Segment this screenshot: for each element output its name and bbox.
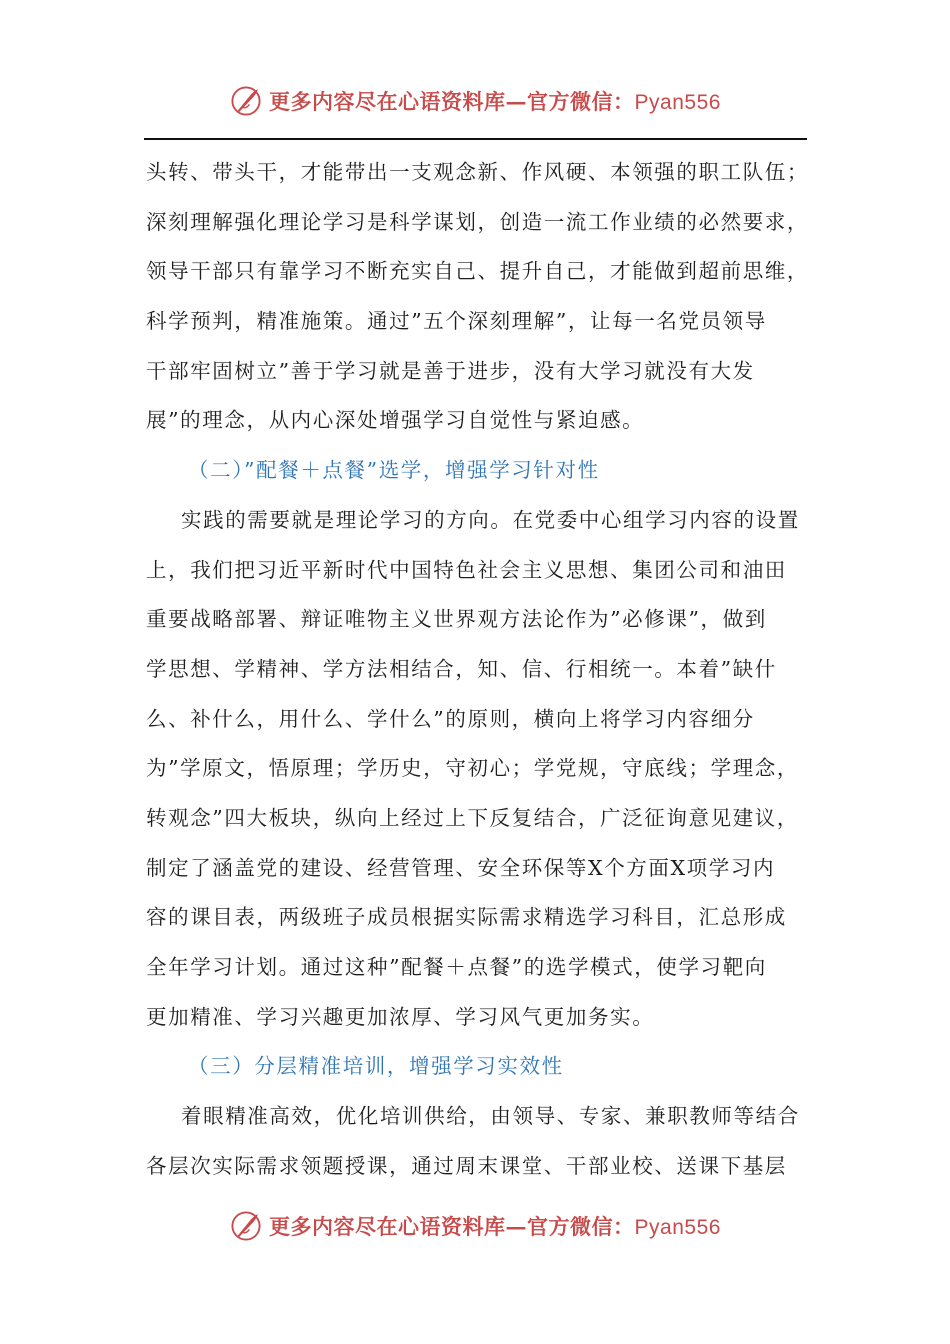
footer-banner-en: Pyan556: [634, 1216, 721, 1239]
text-line: 学思想、学精神、学方法相结合，知、信、行相统一。本着”缺什: [146, 656, 777, 681]
section-heading: （三）分层精准培训，增强学习实效性: [188, 1054, 564, 1079]
text-line: 更加精准、学习兴趣更加浓厚、学习风气更加务实。: [146, 1004, 655, 1029]
quill-logo-icon: [229, 1209, 263, 1243]
footer-banner: [0, 1209, 950, 1243]
text-line: 领导干部只有靠学习不断充实自己、提升自己，才能做到超前思维，: [146, 259, 809, 284]
header-banner-cn: 更多内容尽在心语资料库—官方微信：: [269, 89, 635, 114]
text-line: 深刻理解强化理论学习是科学谋划，创造一流工作业绩的必然要求，: [146, 209, 809, 234]
text-line: 全年学习计划。通过这种”配餐＋点餐”的选学模式，使学习靶向: [146, 955, 767, 979]
text-line: 么、补什么，用什么、学什么”的原则，横向上将学习内容细分: [146, 706, 755, 731]
text-line: 容的课目表，两级班子成员根据实际需求精选学习科目，汇总形成: [146, 905, 787, 930]
text-line: 重要战略部署、辩证唯物主义世界观方法论作为”必修课”，做到: [146, 607, 767, 632]
footer-banner-cn: 更多内容尽在心语资料库—官方微信：: [269, 1214, 635, 1239]
header-banner-text: [269, 86, 721, 116]
text-line: 制定了涵盖党的建设、经营管理、安全环保等X个方面X项学习内: [146, 855, 776, 880]
text-line: 为”学原文，悟原理；学历史，守初心；学党规，守底线；学理念，: [146, 756, 799, 781]
footer-banner-text: [269, 1211, 721, 1241]
text-line: 转观念”四大板块，纵向上经过上下反复结合，广泛征询意见建议，: [146, 805, 799, 830]
text-line: 着眼精准高效，优化培训供给，由领导、专家、兼职教师等结合: [181, 1104, 800, 1129]
header-banner: [0, 84, 950, 118]
text-line: 头转、带头干，才能带出一支观念新、作风硬、本领强的职工队伍；: [146, 160, 809, 184]
text-line: 科学预判，精准施策。通过”五个深刻理解”，让每一名党员领导: [146, 309, 767, 334]
quill-logo-icon: [229, 84, 263, 118]
document-body: [146, 148, 814, 1191]
text-line: 展”的理念，从内心深处增强学习自觉性与紧迫感。: [146, 408, 645, 433]
text-line: 干部牢固树立”善于学习就是善于进步，没有大学习就没有大发: [146, 358, 755, 383]
header-divider: [144, 138, 807, 140]
text-line: 各层次实际需求领题授课，通过周末课堂、干部业校、送课下基层: [146, 1153, 787, 1178]
text-line: 上，我们把习近平新时代中国特色社会主义思想、集团公司和油田: [146, 557, 787, 582]
section-heading: （二）”配餐＋点餐”选学，增强学习针对性: [188, 458, 600, 483]
text-line: 实践的需要就是理论学习的方向。在党委中心组学习内容的设置: [181, 507, 800, 532]
header-banner-en: Pyan556: [634, 91, 721, 114]
